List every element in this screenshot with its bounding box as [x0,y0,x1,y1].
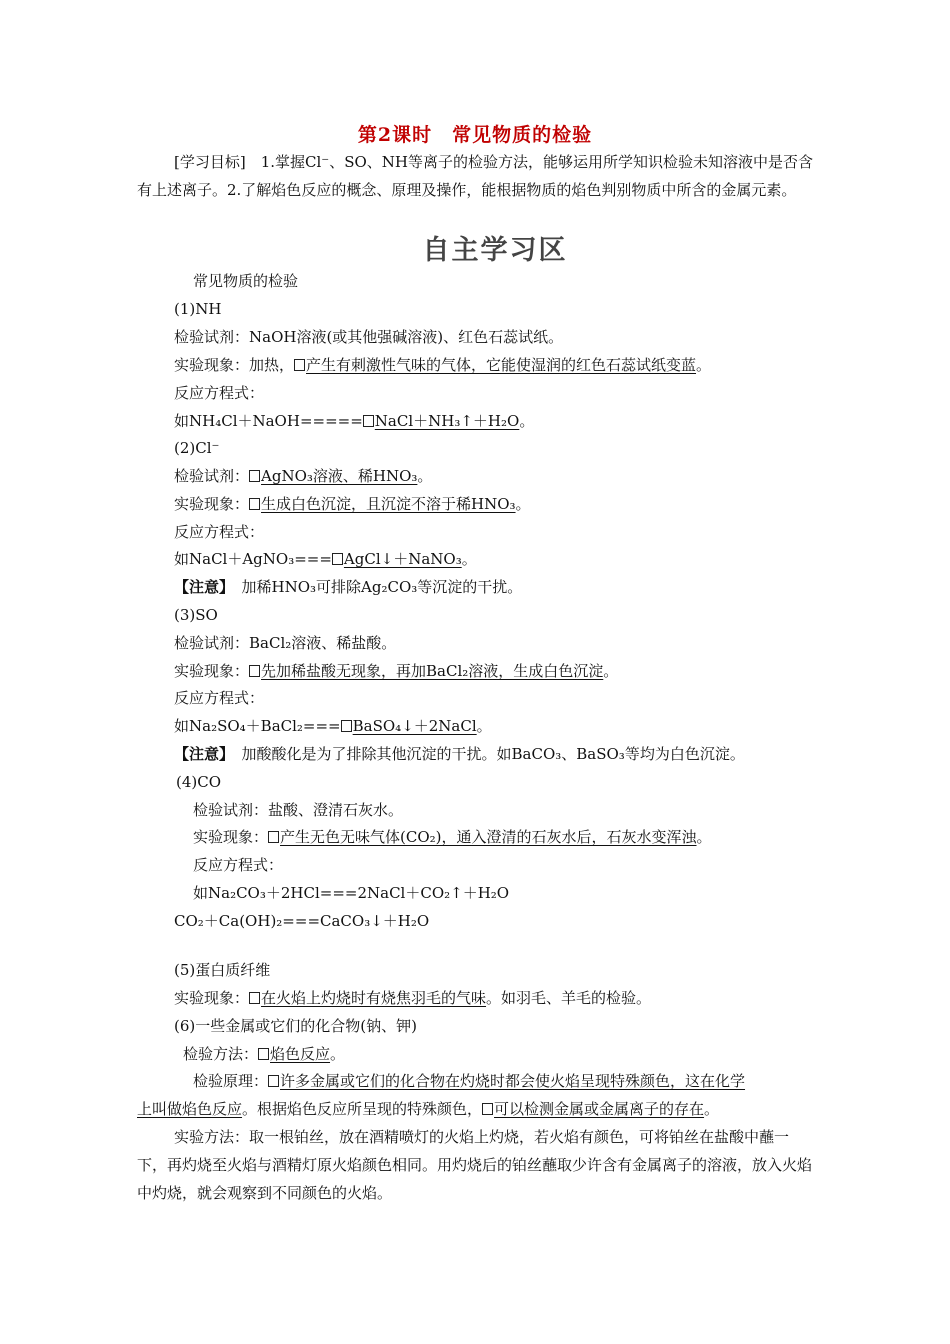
answer-text: BaSO₄↓＋2NaCl [352,717,477,735]
answer-box-icon [249,498,260,510]
answer [332,550,462,568]
so-note [174,744,745,764]
answer [258,1045,330,1063]
lesson-title: 第2课时 常见物质的检验 [357,124,593,146]
answer-box-icon [341,720,352,732]
co-equation-1: 如Na₂CO₃＋2HCl===2NaCl＋CO₂↑＋H₂O [193,884,510,902]
answer-text: 许多金属或它们的化合物在灼烧时都会使火焰呈现特殊颜色，这在化学 [280,1072,746,1090]
label: 检验原理： [193,1072,269,1090]
protein-phenomenon [174,988,651,1008]
equation-prefix: 如NaCl＋AgNO₃=== [174,550,332,568]
co-equation-label: 反应方程式： [193,856,284,874]
cl-note [174,577,522,597]
cl-equation-label: 反应方程式： [174,523,265,541]
answer-text: 在火焰上灼烧时有烧焦羽毛的气味 [261,989,487,1007]
answer [268,1072,745,1090]
metal-method [183,1044,345,1064]
punct: 。 [330,1045,346,1063]
co-reagent: 检验试剂：盐酸、澄清石灰水。 [193,801,404,819]
answer-text: 先加稀盐酸无现象，再加BaCl₂溶液，生成白色沉淀 [261,662,604,680]
answer-text: AgCl↓＋NaNO₃ [343,550,462,568]
label: 实验现象： [174,989,250,1007]
so-reagent: 检验试剂：BaCl₂溶液、稀盐酸。 [174,634,397,652]
so-equation-label: 反应方程式： [174,689,265,707]
answer-text: NaCl＋NH₃↑＋H₂O [374,412,520,430]
punct: 。 [704,1100,720,1118]
label: 实验现象：加热， [174,356,295,374]
nh-reagent: 检验试剂：NaOH溶液(或其他强碱溶液)、红色石蕊试纸。 [174,328,564,346]
co-equation-2: CO₂＋Ca(OH)₂===CaCO₃↓＋H₂O [174,912,430,930]
co-heading: (4)CO [176,773,222,791]
answer-text: 产生无色无味气体(CO₂)，通入澄清的石灰水后，石灰水变浑浊 [280,828,697,846]
answer-text: AgNO₃溶液、稀HNO₃ [261,467,418,485]
cl-phenomenon [174,494,531,514]
protein-heading: (5)蛋白质纤维 [174,961,271,979]
punct: 。 [417,467,433,485]
so-phenomenon [174,661,618,681]
metal-principle-line-1 [193,1071,745,1091]
co-phenomenon [193,827,712,847]
answer [249,662,603,680]
metal-procedure: 实验方法：取一根铂丝，放在酒精喷灯的火焰上灼烧，若火焰有颜色，可将铂丝在盐酸中蘸一下，再灼烧至火焰与酒精灯原火焰颜色相同。用灼烧后的铂丝蘸取少许含有金属离子的溶液，放入火焰中灼烧，就会观察到不同颜色的火焰。 [137,1128,813,1202]
answer-box-icon [363,415,374,427]
intro-line: 常见物质的检验 [193,272,299,290]
note-tag: 【注意】 [174,745,227,763]
label: 实验现象： [174,662,250,680]
punct: 。 [603,662,619,680]
section-heading: 自主学习区 [422,235,568,266]
learning-objective: [学习目标] 1.掌握Cl⁻、SO、NH等离子的检验方法，能够运用所学知识检验未知溶液中是否含有上述离子。2.了解焰色反应的概念、原理及操作，能根据物质的焰色判别物质中所含的金属元素。 [137,153,813,199]
note-tag: 【注意】 [174,578,227,596]
answer-box-icon [294,359,305,371]
answer-box-icon [482,1103,493,1115]
punct: 。 [696,356,712,374]
answer-box-icon [268,831,279,843]
nh-equation-label: 反应方程式： [174,384,265,402]
answer [482,1100,704,1118]
answer [249,495,516,513]
answer [268,828,697,846]
answer-text: 焰色反应 [270,1045,331,1063]
answer-text: 可以检测金属或金属离子的存在 [494,1100,705,1118]
punct: 。 [515,495,531,513]
answer-box-icon [249,992,260,1004]
label: 实验现象： [174,495,250,513]
punct: 。如羽毛、羊毛的检验。 [486,989,652,1007]
metal-principle-line-2 [137,1099,719,1119]
nh-heading: (1)NH [174,300,222,318]
answer-box-icon [249,665,260,677]
answer [363,412,520,430]
cl-equation [174,549,477,569]
label: 检验试剂： [174,467,250,485]
cl-reagent [174,466,432,486]
answer-box-icon [332,553,343,565]
answer-text: 生成白色沉淀，且沉淀不溶于稀HNO₃ [261,495,516,513]
answer-text: 上叫做焰色反应 [137,1100,243,1118]
equation-prefix: 如Na₂SO₄＋BaCl₂=== [174,717,341,735]
so-heading: (3)SO [174,606,218,624]
text: 。根据焰色反应所呈现的特殊颜色， [242,1100,483,1118]
label: 实验现象： [193,828,269,846]
answer [249,467,417,485]
answer-box-icon [249,470,260,482]
answer [249,989,486,1007]
answer-text: 产生有刺激性气味的气体，它能使湿润的红色石蕊试纸变蓝 [306,356,697,374]
answer-box-icon [268,1075,279,1087]
answer-box-icon [258,1048,269,1060]
nh-equation [174,411,534,431]
metal-heading: (6)一些金属或它们的化合物(钠、钾) [174,1017,417,1035]
note-text: 加酸酸化是为了排除其他沉淀的干扰。如BaCO₃、BaSO₃等均为白色沉淀。 [226,745,745,763]
punct: 。 [476,717,492,735]
cl-heading: (2)Cl⁻ [174,439,220,457]
note-text: 加稀HNO₃可排除Ag₂CO₃等沉淀的干扰。 [226,578,523,596]
label: 检验方法： [183,1045,259,1063]
nh-phenomenon [174,355,711,375]
equation-prefix: 如NH₄Cl＋NaOH===== [174,412,363,430]
punct: 。 [696,828,712,846]
so-equation [174,716,492,736]
answer [294,356,696,374]
punct: 。 [461,550,477,568]
answer [341,717,477,735]
punct: 。 [519,412,535,430]
